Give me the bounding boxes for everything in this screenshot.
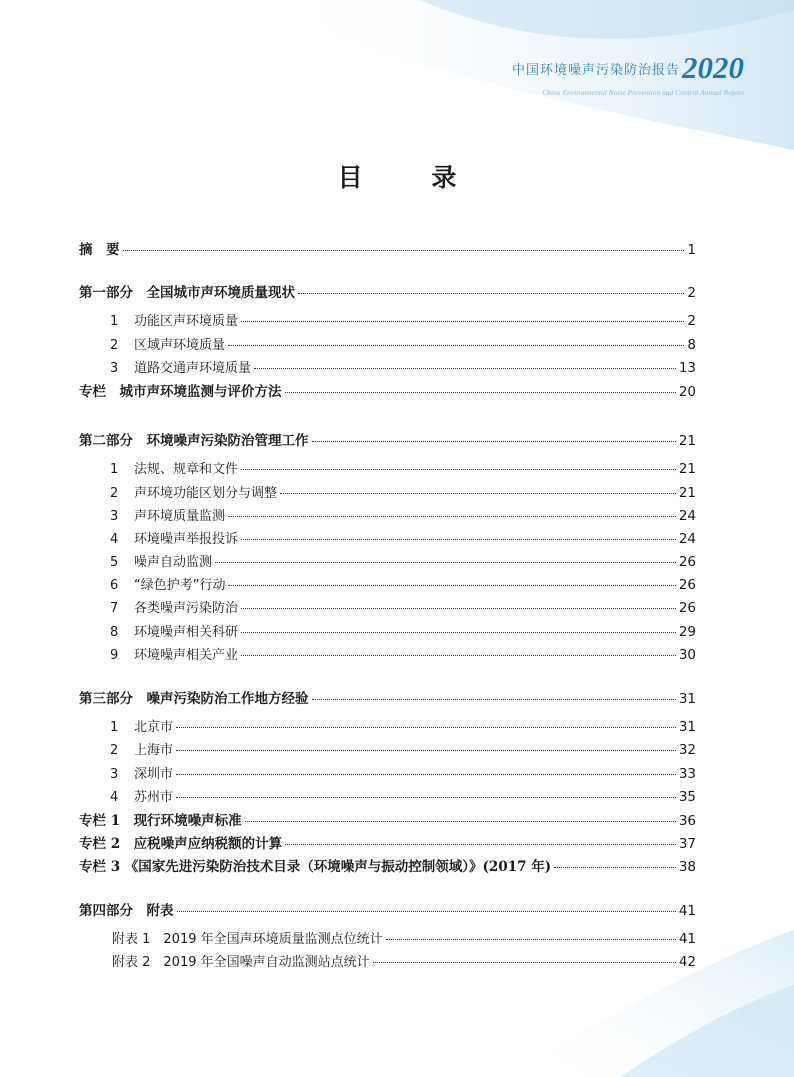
toc-part3[interactable]: 第三部分 噪声污染防治工作地方经验 31	[79, 691, 696, 707]
toc-item[interactable]: 1 北京市 31	[110, 719, 696, 736]
toc-summary[interactable]: 摘 要 1	[79, 242, 696, 258]
toc-item[interactable]: 4 环境噪声举报投诉 24	[110, 530, 696, 547]
toc-item[interactable]: 2 上海市 32	[110, 742, 696, 759]
toc-part2[interactable]: 第二部分 环境噪声污染防治管理工作 21	[79, 433, 696, 450]
toc-appendix-item[interactable]: 附表 2 2019 年全国噪声自动监测站点统计 42	[112, 953, 696, 970]
toc-column-3[interactable]: 专栏 3 《国家先进污染防治技术目录（环境噪声与振动控制领域）》(2017 年) 38	[79, 859, 696, 876]
table-of-contents	[79, 238, 696, 974]
toc-item[interactable]: 4 苏州市 35	[110, 788, 696, 805]
toc-column-1[interactable]: 专栏 1 现行环境噪声标准 36	[79, 812, 696, 829]
toc-item[interactable]: 1 法规、规章和文件 21	[110, 461, 696, 478]
toc-item[interactable]: 1 功能区声环境质量 2	[110, 313, 696, 330]
toc-item[interactable]: 3 道路交通声环境质量 13	[110, 359, 696, 376]
page-title: 目 录	[337, 163, 487, 192]
toc-item[interactable]: 3 声环境质量监测 24	[110, 507, 696, 524]
toc-column-2[interactable]: 专栏 2 应税噪声应纳税额的计算 37	[79, 836, 696, 853]
toc-item[interactable]: 7 各类噪声污染防治 26	[110, 600, 696, 617]
toc-part1[interactable]: 第一部分 全国城市声环境质量现状 2	[79, 285, 696, 302]
report-header	[512, 50, 744, 97]
toc-column-methods[interactable]: 专栏 城市声环境监测与评价方法 20	[79, 383, 696, 400]
toc-item[interactable]: 5 噪声自动监测 26	[110, 554, 696, 571]
toc-item[interactable]: 3 深圳市 33	[110, 765, 696, 782]
toc-item[interactable]: 2 声环境功能区划分与调整 21	[110, 484, 696, 501]
report-title-cn: 中国环境噪声污染防治报告	[511, 63, 680, 78]
toc-item[interactable]: 6 “绿色护考”行动 26	[110, 577, 696, 594]
report-title-en: China Environmental Noise Prevention and Control Annual Report	[542, 88, 744, 97]
toc-item[interactable]: 9 环境噪声相关产业 30	[110, 646, 696, 663]
report-year: 2020	[682, 50, 744, 85]
toc-part4[interactable]: 第四部分 附表 41	[79, 902, 696, 919]
toc-item[interactable]: 8 环境噪声相关科研 29	[110, 623, 696, 640]
toc-appendix-item[interactable]: 附表 1 2019 年全国声环境质量监测点位统计 41	[112, 930, 696, 947]
toc-item[interactable]: 2 区域声环境质量 8	[110, 336, 696, 353]
